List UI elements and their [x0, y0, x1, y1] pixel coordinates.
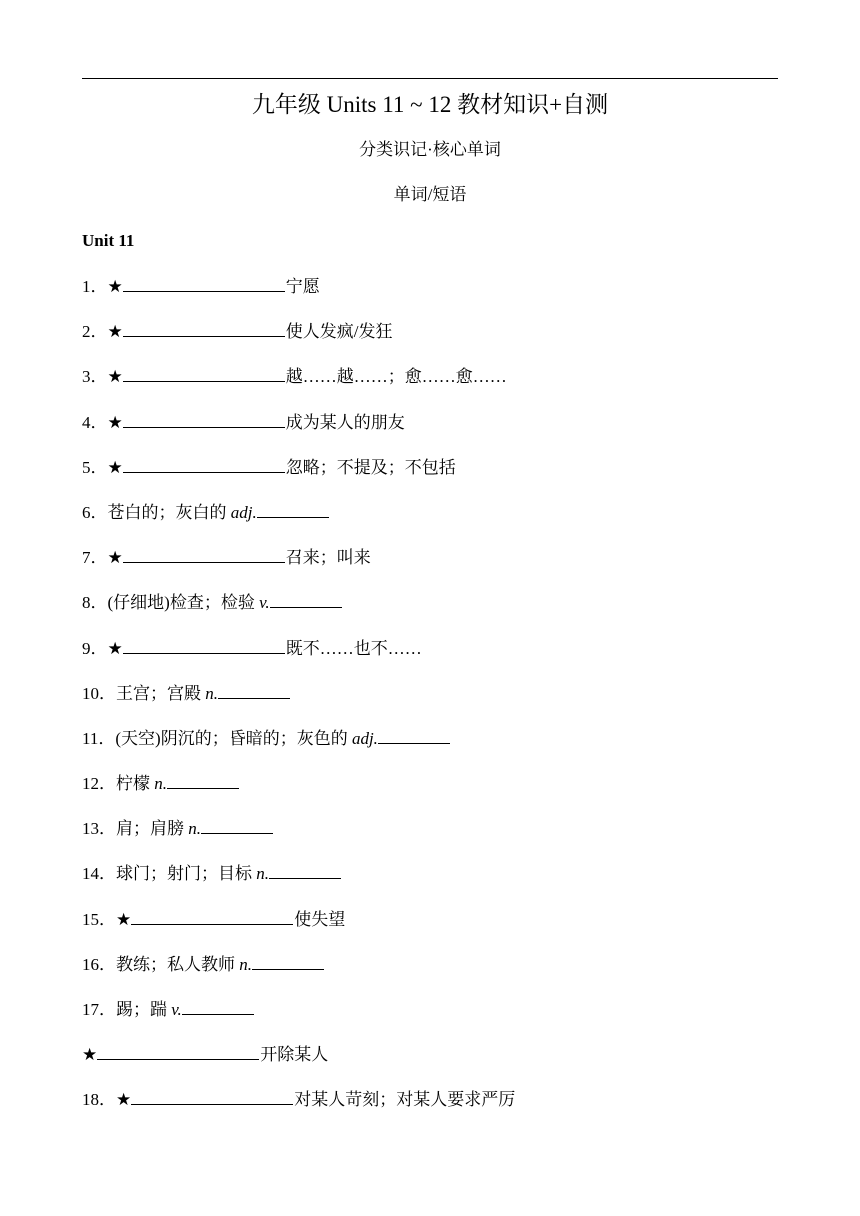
answer-blank[interactable] [270, 589, 342, 608]
item-number: 5． [82, 457, 108, 477]
list-item [82, 544, 782, 589]
list-item [82, 635, 782, 680]
item-definition: 肩；肩膀 [116, 819, 189, 839]
item-number: 3． [82, 367, 108, 387]
item-number: 6． [82, 502, 108, 522]
item-number: 15． [82, 909, 116, 929]
item-number: 13． [82, 819, 116, 839]
page-subtitle: 分类识记·核心单词 [359, 140, 501, 159]
answer-blank[interactable] [131, 906, 293, 925]
answer-blank[interactable] [123, 544, 285, 563]
item-number: 7． [82, 548, 108, 568]
list-item [82, 770, 782, 815]
part-of-speech: n. [256, 864, 269, 884]
part-of-speech: n. [205, 683, 218, 703]
item-number: 16． [82, 954, 116, 974]
star-icon: ★ [107, 277, 123, 297]
header-rule [82, 78, 778, 79]
item-definition: 球门；射门；目标 [116, 864, 257, 884]
item-number: 10． [82, 683, 116, 703]
answer-blank[interactable] [182, 996, 254, 1015]
item-number: 17． [82, 1000, 116, 1019]
section-label: 单词/短语 [393, 185, 467, 204]
star-icon: ★ [107, 638, 123, 659]
star-icon: ★ [116, 909, 132, 930]
list-item [82, 951, 782, 996]
list-item [82, 1086, 782, 1131]
list-item [82, 318, 782, 363]
item-number: 1． [82, 277, 108, 296]
answer-blank[interactable] [123, 635, 285, 654]
answer-blank[interactable] [131, 1086, 293, 1105]
star-icon: ★ [107, 412, 123, 433]
list-item [82, 996, 782, 1041]
item-number: 11． [82, 728, 116, 748]
item-meaning: 使失望 [294, 909, 346, 929]
list-item [82, 680, 782, 725]
item-meaning: 召来；叫来 [285, 548, 371, 568]
item-definition: 苍白的；灰白的 [107, 502, 231, 522]
star-icon: ★ [116, 1090, 132, 1111]
list-item [82, 454, 782, 499]
star-icon: ★ [107, 322, 123, 343]
item-meaning: 宁愿 [285, 277, 320, 296]
part-of-speech: n. [154, 774, 167, 794]
answer-blank[interactable] [123, 363, 285, 382]
vocabulary-list [82, 273, 782, 1132]
item-number: 14． [82, 864, 116, 884]
star-icon: ★ [107, 457, 123, 478]
part-of-speech: v. [259, 593, 270, 613]
item-meaning: 对某人苛刻；对某人要求严厉 [294, 1090, 516, 1110]
unit-heading: Unit 11 [82, 231, 135, 250]
answer-blank[interactable] [123, 454, 285, 473]
item-meaning: 开除某人 [260, 1045, 329, 1065]
part-of-speech: adj. [230, 502, 257, 522]
answer-blank[interactable] [378, 725, 450, 744]
star-icon: ★ [107, 548, 123, 569]
item-number: 8． [82, 593, 108, 613]
list-item [82, 860, 782, 905]
item-number: 9． [82, 638, 108, 658]
answer-blank[interactable] [167, 770, 239, 789]
page-title: 九年级 Units 11 ~ 12 教材知识+自测 [251, 92, 609, 117]
item-definition: 踢；踹 [116, 1000, 172, 1019]
list-item [82, 363, 782, 408]
answer-blank[interactable] [218, 680, 290, 699]
item-definition: 柠檬 [116, 774, 155, 794]
answer-blank[interactable] [123, 318, 285, 337]
item-meaning: 忽略；不提及；不包括 [285, 457, 456, 477]
item-definition: (仔细地)检查；检验 [107, 593, 260, 613]
item-meaning: 既不……也不…… [285, 638, 422, 658]
answer-blank[interactable] [201, 815, 273, 834]
star-icon: ★ [82, 1045, 98, 1066]
list-item [82, 906, 782, 951]
list-item [82, 273, 782, 318]
item-number: 18． [82, 1090, 116, 1110]
item-number: 12． [82, 774, 116, 794]
answer-blank[interactable] [97, 1041, 259, 1060]
item-meaning: 使人发疯/发狂 [285, 322, 393, 342]
list-item [82, 409, 782, 454]
answer-blank[interactable] [269, 860, 341, 879]
item-definition: (天空)阴沉的；昏暗的；灰色的 [115, 728, 352, 748]
item-meaning: 越……越……；愈……愈…… [285, 367, 507, 387]
list-item [82, 815, 782, 860]
item-number: 2． [82, 322, 108, 342]
item-meaning: 成为某人的朋友 [285, 412, 405, 432]
star-icon: ★ [107, 367, 123, 388]
part-of-speech: adj. [351, 728, 378, 748]
item-definition: 王宫；宫殿 [116, 683, 206, 703]
part-of-speech: n. [188, 819, 201, 839]
list-item [82, 589, 782, 634]
item-definition: 教练；私人教师 [116, 954, 240, 974]
list-item [82, 499, 782, 544]
list-item [82, 1041, 782, 1086]
part-of-speech: n. [239, 954, 252, 974]
answer-blank[interactable] [123, 273, 285, 292]
list-item [82, 725, 782, 770]
answer-blank[interactable] [123, 409, 285, 428]
answer-blank[interactable] [252, 951, 324, 970]
answer-blank[interactable] [257, 499, 329, 518]
part-of-speech: v. [171, 1000, 182, 1019]
item-number: 4． [82, 412, 108, 432]
